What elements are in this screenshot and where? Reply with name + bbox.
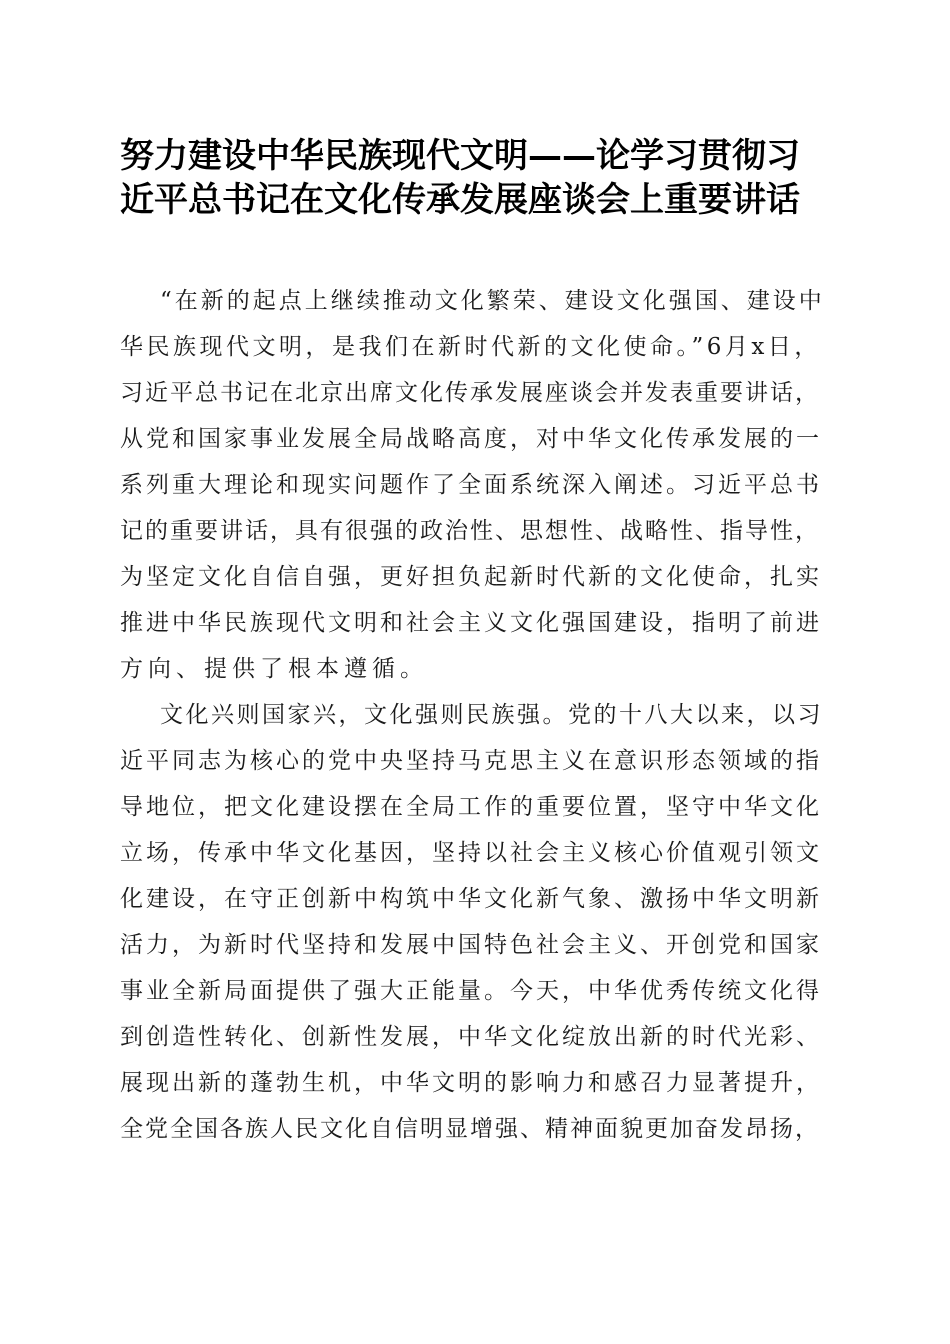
paragraph-2-line-1: 文化兴则国家兴，文化强则民族强。党的十八大以来，以习	[160, 702, 823, 728]
paragraph-2-line-6: 活力，为新时代坚持和发展中国特色社会主义、开创党和国家	[120, 932, 822, 958]
document-title	[120, 134, 832, 222]
paragraph-1-line-8: 推进中华民族现代文明和社会主义文化强国建设，指明了前进	[120, 610, 822, 636]
paragraph-2-line-7: 事业全新局面提供了强大正能量。今天，中华优秀传统文化得	[120, 978, 822, 1004]
paragraph-2-line-9: 展现出新的蓬勃生机，中华文明的影响力和感召力显著提升，	[120, 1070, 822, 1096]
paragraph-2-line-4: 立场，传承中华文化基因，坚持以社会主义核心价值观引领文	[120, 840, 822, 866]
paragraph-1-line-3: 习近平总书记在北京出席文化传承发展座谈会并发表重要讲话，	[120, 380, 820, 406]
paragraph-1-line-7: 为坚定文化自信自强，更好担负起新时代新的文化使命，扎实	[120, 564, 822, 590]
paragraph-1-line-2: 华民族现代文明，是我们在新时代新的文化使命。”6月x日，	[120, 334, 821, 360]
paragraph-2-line-2: 近平同志为核心的党中央坚持马克思主义在意识形态领域的指	[120, 748, 822, 774]
paragraph-1-line-9: 方向、提供了根本遵循。	[120, 656, 428, 682]
paragraph-2-line-5: 化建设，在守正创新中构筑中华文化新气象、激扬中华文明新	[120, 886, 822, 912]
paragraph-2-line-3: 导地位，把文化建设摆在全局工作的重要位置，坚守中华文化	[120, 794, 822, 820]
paragraph-1-line-1: “在新的起点上继续推动文化繁荣、建设文化强国、建设中	[160, 288, 825, 314]
paragraph-1-line-5: 系列重大理论和现实问题作了全面系统深入阐述。习近平总书	[120, 472, 822, 498]
title-line-2: 近平总书记在文化传承发展座谈会上重要讲话	[120, 180, 800, 220]
paragraph-1-line-4: 从党和国家事业发展全局战略高度，对中华文化传承发展的一	[120, 426, 822, 452]
paragraph-2-line-8: 到创造性转化、创新性发展，中华文化绽放出新的时代光彩、	[120, 1024, 822, 1050]
paragraph-2-line-10: 全党全国各族人民文化自信明显增强、精神面貌更加奋发昂扬，	[120, 1116, 820, 1142]
document-body	[120, 278, 832, 1152]
title-line-1: 努力建设中华民族现代文明——论学习贯彻习	[120, 136, 800, 176]
paragraph-1-line-6: 记的重要讲话，具有很强的政治性、思想性、战略性、指导性，	[120, 518, 820, 544]
